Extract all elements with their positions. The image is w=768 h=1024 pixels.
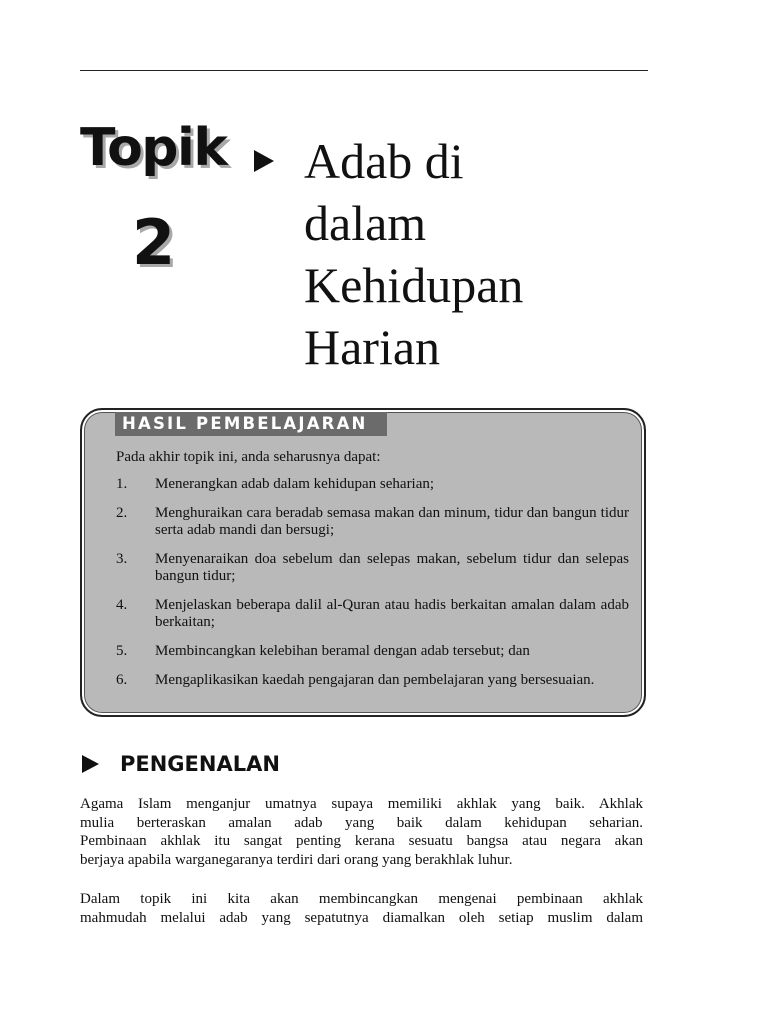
list-item [116,505,629,539]
list-item-number: 2. [116,505,128,521]
list-item [116,476,629,493]
triangle-right-icon [254,150,274,172]
list-item [116,672,629,689]
paragraph-line: mahmudah melalui adab yang sepatutnya diamalkan oleh setiap muslim dalam [80,909,643,926]
chapter-title [304,130,523,378]
list-item-number: 4. [116,597,128,613]
chapter-title-line: Adab di [304,133,464,189]
paragraph-line: berjaya apabila warganegaranya terdiri dari orang yang berakhlak luhur. [80,852,513,869]
list-item-text: Mengaplikasikan kaedah pengajaran dan pembelajaran yang bersesuaian. [155,672,595,688]
list-item [116,551,629,585]
chapter-title-line: Harian [304,319,441,375]
list-item-text: Menerangkan adab dalam kehidupan seharian; [155,476,435,492]
paragraph-line: Pembinaan akhlak itu sangat penting kerana sesuatu bangsa atau negara akan [80,833,643,850]
paragraph-line: Agama Islam menganjur umatnya supaya memiliki akhlak yang baik. Akhlak [80,796,643,812]
list-item-text: Membincangkan kelebihan beramal dengan adab tersebut; dan [155,643,530,659]
paragraph-line: Dalam topik ini kita akan membincangkan mengenai pembinaan akhlak [80,891,643,907]
chapter-title-line: Kehidupan [304,257,524,313]
intro-paragraph-2 [80,890,643,927]
list-item [116,643,629,660]
list-item-number: 5. [116,643,128,659]
chapter-title-line: dalam [304,195,427,251]
topic-number: 2 [132,206,176,279]
list-item-number: 1. [116,476,128,492]
topic-label: Topik [80,118,227,178]
list-item-text: Menyenaraikan doa sebelum dan selepas makan, sebelum tidur dan selepas bangun tidur; [155,551,629,584]
list-item-text: Menghuraikan cara beradab semasa makan dan minum, tidur dan bangun tidur serta adab mandi dan bersugi; [155,505,629,538]
learning-outcomes-list [116,476,629,701]
learning-outcomes-intro: Pada akhir topik ini, anda seharusnya dapat: [116,449,381,465]
list-item-number: 6. [116,672,128,688]
triangle-right-icon [82,755,99,773]
list-item-number: 3. [116,551,128,567]
section-heading: PENGENALAN [120,752,280,776]
list-item [116,597,629,631]
header-rule [80,70,648,71]
paragraph-line: mulia berteraskan amalan adab yang baik dalam kehidupan seharian. [80,814,643,831]
intro-paragraph-1 [80,795,643,870]
learning-outcomes-heading: HASIL PEMBELAJARAN [115,412,387,436]
list-item-text: Menjelaskan beberapa dalil al-Quran atau hadis berkaitan amalan dalam adab berkaitan; [155,597,629,630]
